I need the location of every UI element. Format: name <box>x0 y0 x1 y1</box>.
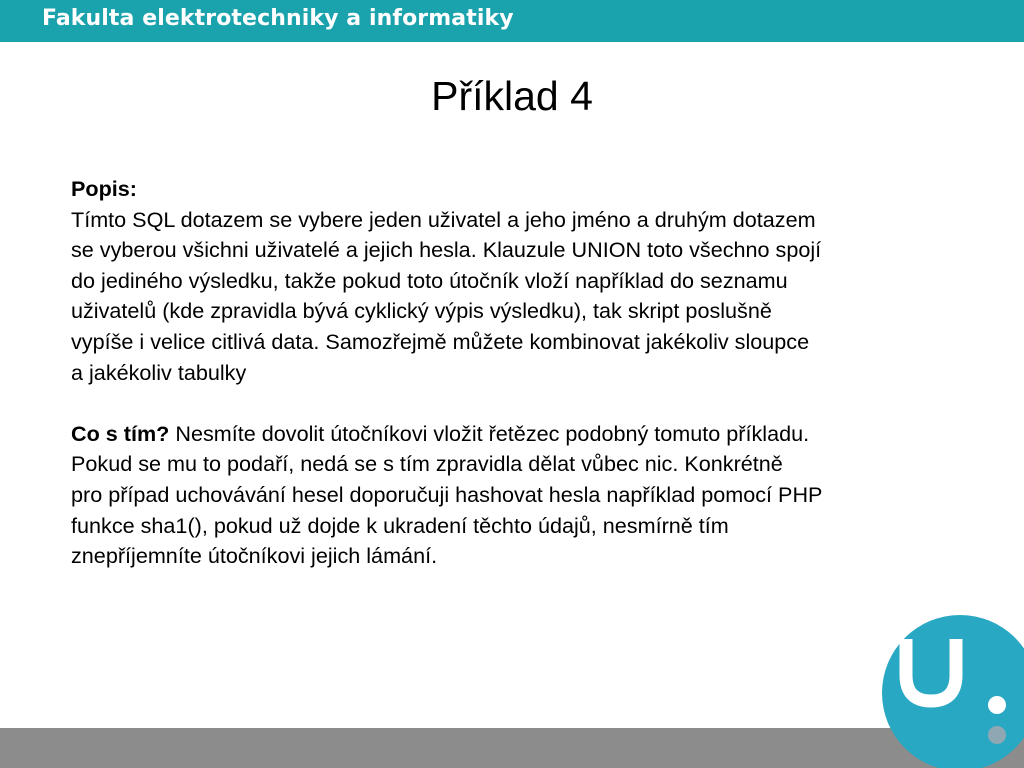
university-u-logo-icon <box>880 613 1024 768</box>
solution-first-line-text: Nesmíte dovolit útočníkovi vložit řetězec podobný tomuto příkladu. <box>169 420 810 446</box>
solution-first-line <box>71 419 976 450</box>
solution-line: pro případ uchovávání hesel doporučuji hashovat hesla například pomocí PHP <box>71 481 823 507</box>
solution-heading: Co s tím? <box>71 420 170 446</box>
header-bar <box>0 0 1024 42</box>
solution-line: funkce sha1(), pokud už dojde k ukradení těchto údajů, nesmírně tím <box>71 512 729 538</box>
slide-title: Příklad 4 <box>431 73 593 119</box>
paragraph-spacer <box>71 388 976 419</box>
description-heading: Popis: <box>71 176 137 201</box>
description-line: a jakékoliv tabulky <box>71 359 247 385</box>
logo-dot-white <box>988 696 1006 714</box>
description-line: se vyberou všichni uživatelé a jejich hesla. Klauzule UNION toto všechno spojí <box>71 237 822 263</box>
faculty-title: Fakulta elektrotechniky a informatiky <box>42 6 514 31</box>
solution-line: Pokud se mu to podaří, nedá se s tím zpravidla dělat vůbec nic. Konkrétně <box>71 451 783 477</box>
description-line: uživatelů (kde zpravidla bývá cyklický výpis výsledku), tak skript poslušně <box>71 298 772 324</box>
description-line: do jediného výsledku, takže pokud toto útočník vloží například do seznamu <box>71 267 788 293</box>
slide-content <box>71 174 976 572</box>
logo-dot-grey <box>988 726 1006 744</box>
footer-bar <box>0 728 1024 768</box>
solution-line: znepříjemníte útočníkovi jejich lámání. <box>71 543 438 569</box>
description-line: Tímto SQL dotazem se vybere jeden uživatel a jeho jméno a druhým dotazem <box>71 206 816 232</box>
description-line: vypíše i velice citlivá data. Samozřejmě můžete kombinovat jakékoliv sloupce <box>71 328 810 354</box>
